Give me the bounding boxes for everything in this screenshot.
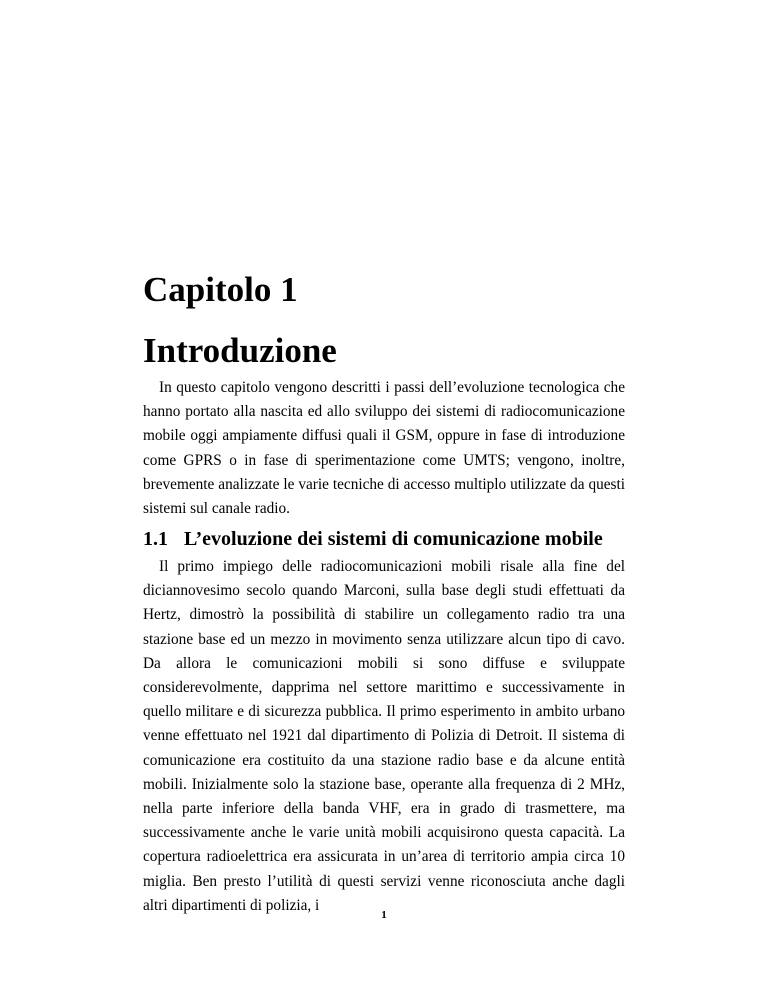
section-paragraph-text: Il primo impiego delle radiocomunicazioni mobili risale alla fine del diciannovesimo secolo quando Marconi, sulla base degli studi effettuati da Hertz, dimostrò la possibilità di stabilire un collegamento radio tra una stazione base ed un mezzo in movimento senza utilizzare alcun tipo di cavo. Da allora le comunicazioni mobili si sono diffuse e sviluppate considerevolmente, dapprima nel settore marittimo e successivamente in quello militare e di sicurezza pubblica. Il primo esperimento in ambito urbano venne effettuato nel 1921 dal dipartimento di Polizia di Detroit. Il sistema di comunicazione era costituito da una stazione radio base e da alcune entità mobili. Inizialmente solo la stazione base, operante alla frequenza di 2 MHz, nella parte inferiore della banda VHF, era in grado di trasmettere, ma successivamente anche le varie unità mobili acquisirono questa capacità. La copertura radioelettrica era assicurata in un’area di territorio ampia circa 10 miglia. Ben presto l’utilità di questi servizi venne riconosciuta anche dagli altri dipartimenti di polizia, i bbox=[143, 558, 625, 914]
section-paragraph bbox=[143, 555, 625, 918]
section-number: 1.1 bbox=[143, 528, 168, 550]
intro-paragraph bbox=[143, 376, 625, 521]
section-heading bbox=[143, 526, 603, 552]
chapter-label: Capitolo 1 bbox=[143, 270, 298, 309]
chapter-title: Introduzione bbox=[143, 331, 337, 370]
intro-paragraph-text: In questo capitolo vengono descritti i passi dell’evoluzione tecnologica che hanno portato alla nascita ed allo sviluppo dei sistemi di radiocomunicazione mobile oggi ampiamente diffusi quali il GSM, oppure in fase di introduzione come GPRS o in fase di sperimentazione come UMTS; vengono, inoltre, brevemente analizzate le varie tecniche di accesso multiplo utilizzate da questi sistemi sul canale radio. bbox=[143, 379, 625, 518]
page-number: 1 bbox=[381, 909, 387, 921]
section-title: L’evoluzione dei sistemi di comunicazione mobile bbox=[184, 528, 603, 550]
